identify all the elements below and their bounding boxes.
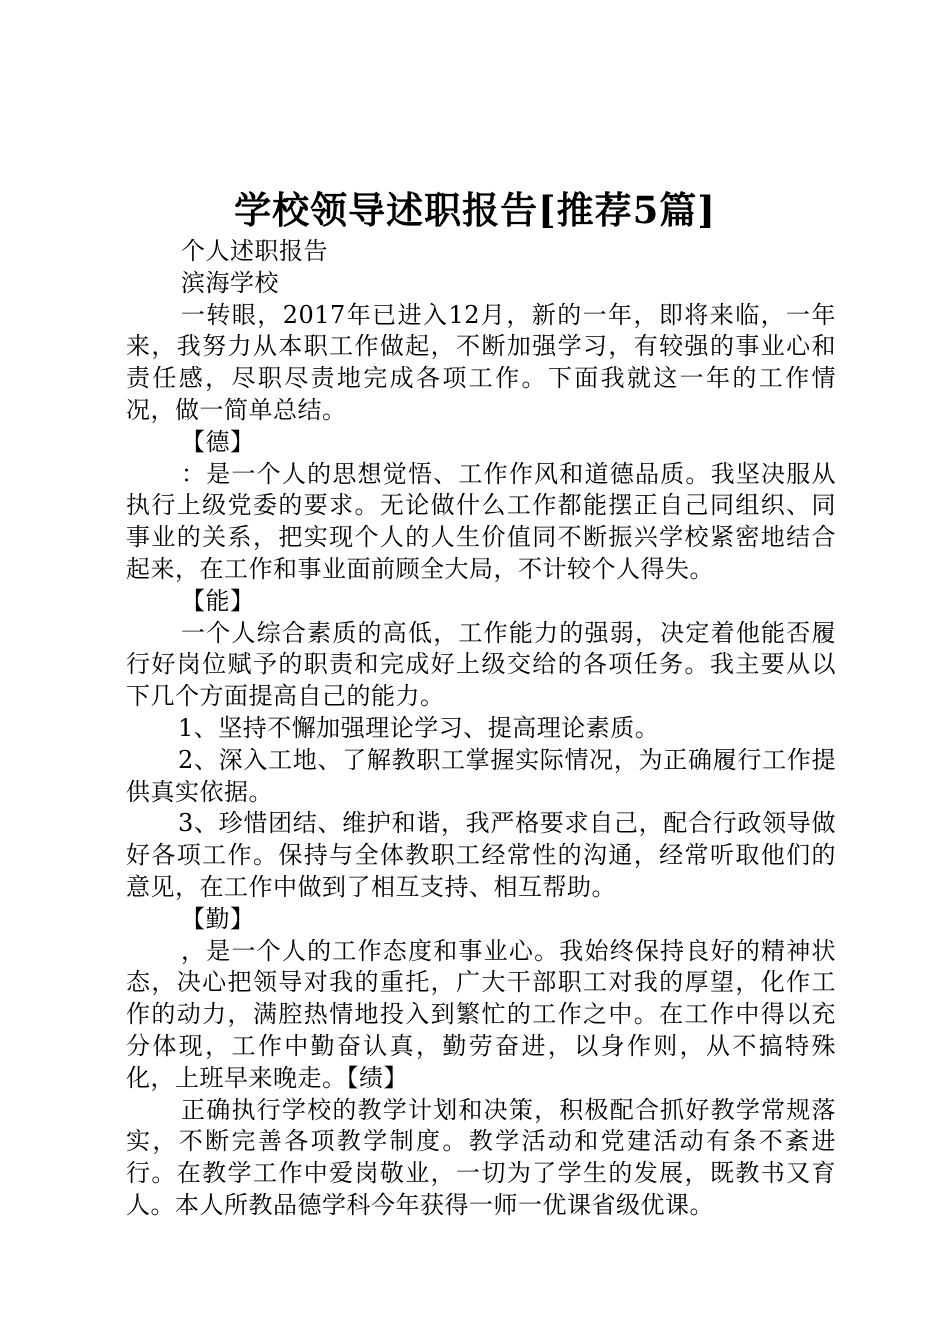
list-item-1: 1、坚持不懈加强理论学习、提高理论素质。 (178, 713, 660, 742)
paragraph-subtitle: 个人述职报告 (181, 237, 328, 265)
list-item-3: 3、珍惜团结、维护和谐，我严格要求自己，配合行政领导做好各项工作。保持与全体教职工经常性的沟通，经常听取他们的意见，在工作中做到了相互支持、相互帮助。 (126, 809, 836, 901)
paragraph-de: ：是一个人的思想觉悟、工作作风和道德品质。我坚决服从执行上级党委的要求。无论做什么工作都能摆正自己同组织、同事业的关系，把实现个人的人生价值同不断振兴学校紧密地结合起来，在工作和事业面前顾全大局，不计较个人得失。 (126, 459, 836, 583)
paragraph-intro: 一转眼，2017年已进入12月，新的一年，即将来临，一年来，我努力从本职工作做起，不断加强学习，有较强的事业心和责任感，尽职尽责地完成各项工作。下面我就这一年的工作情况，做一简单总结。 (126, 300, 836, 424)
document-title: 学校领导述职报告[推荐5篇] (234, 188, 716, 232)
paragraph-school: 滨海学校 (181, 268, 279, 297)
heading-neng: 【能】 (181, 586, 255, 615)
document-body (126, 236, 836, 1222)
paragraph-ji: 正确执行学校的教学计划和决策，积极配合抓好教学常规落实，不断完善各项教学制度。教学活动和党建活动有条不紊进行。在教学工作中爱岗敬业，一切为了学生的发展，既教书又育人。本人所教品德学科今年获得一师一优课省级优课。 (126, 1095, 836, 1219)
paragraph-neng: 一个人综合素质的高低，工作能力的强弱，决定着他能否履行好岗位赋予的职责和完成好上级交给的各项任务。我主要从以下几个方面提高自己的能力。 (126, 618, 836, 711)
paragraph-qin: ，是一个人的工作态度和事业心。我始终保持良好的精神状态，决心把领导对我的重托，广大干部职工对我的厚望，化作工作的动力，满腔热情地投入到繁忙的工作之中。在工作中得以充分体现，工作中勤奋认真，勤劳奋进，以身作则，从不搞特殊化，上班早来晚走。【绩】 (126, 936, 836, 1092)
heading-de: 【德】 (181, 427, 255, 456)
heading-qin: 【勤】 (181, 904, 255, 933)
list-item-2: 2、深入工地、了解教职工掌握实际情况，为正确履行工作提供真实依据。 (126, 745, 836, 806)
